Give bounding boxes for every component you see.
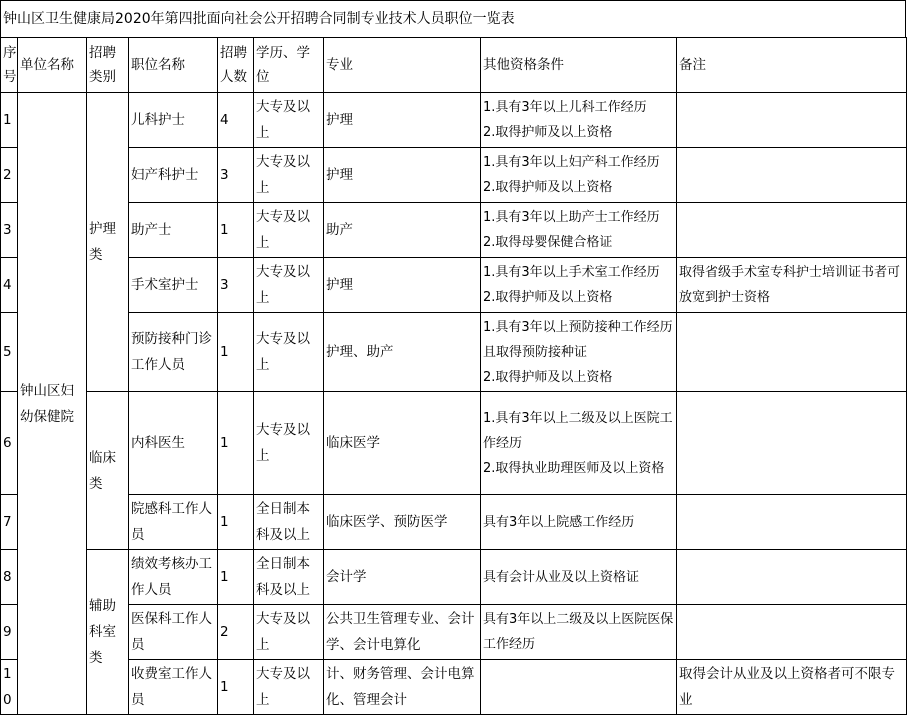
row-conditions: 具有3年以上二级及以上医院医保工作经历 xyxy=(481,605,677,660)
header-conditions: 其他资格条件 xyxy=(481,38,677,93)
table-row xyxy=(1,605,907,660)
row-position: 医保科工作人员 xyxy=(129,605,218,660)
header-major: 专业 xyxy=(324,38,481,93)
row-seq: 8 xyxy=(1,550,18,605)
row-education: 大专及以上 xyxy=(254,203,324,258)
row-conditions: 1.具有3年以上二级及以上医院工作经历 2.取得执业助理医师及以上资格 xyxy=(481,392,677,495)
row-conditions: 1.具有3年以上手术室工作经历 2.取得护师及以上资格 xyxy=(481,258,677,313)
row-education: 大专及以上 xyxy=(254,392,324,495)
row-remarks xyxy=(677,93,907,148)
row-education: 大专及以上 xyxy=(254,605,324,660)
row-position: 绩效考核办工作人员 xyxy=(129,550,218,605)
row-education: 大专及以上 xyxy=(254,93,324,148)
row-remarks: 取得省级手术室专科护士培训证书者可放宽到护士资格 xyxy=(677,258,907,313)
row-count: 4 xyxy=(218,93,254,148)
row-count: 3 xyxy=(218,148,254,203)
header-category: 招聘类别 xyxy=(87,38,129,93)
row-remarks xyxy=(677,313,907,392)
row-seq: 5 xyxy=(1,313,18,392)
row-conditions: 具有会计从业及以上资格证 xyxy=(481,550,677,605)
row-major: 助产 xyxy=(324,203,481,258)
header-count: 招聘人数 xyxy=(218,38,254,93)
header-remarks: 备注 xyxy=(677,38,907,93)
row-remarks xyxy=(677,495,907,550)
row-education: 全日制本科及以上 xyxy=(254,550,324,605)
header-position: 职位名称 xyxy=(129,38,218,93)
row-seq: 7 xyxy=(1,495,18,550)
row-major: 护理 xyxy=(324,258,481,313)
row-conditions: 具有3年以上院感工作经历 xyxy=(481,495,677,550)
row-conditions xyxy=(481,660,677,715)
header-education: 学历、学位 xyxy=(254,38,324,93)
row-seq: 10 xyxy=(1,660,18,715)
row-major: 计、财务管理、会计电算化、管理会计 xyxy=(324,660,481,715)
unit-name: 钟山区妇幼保健院 xyxy=(18,93,87,715)
row-position: 内科医生 xyxy=(129,392,218,495)
row-count: 1 xyxy=(218,313,254,392)
row-remarks xyxy=(677,203,907,258)
row-seq: 4 xyxy=(1,258,18,313)
row-education: 全日制本科及以上 xyxy=(254,495,324,550)
row-position: 院感科工作人员 xyxy=(129,495,218,550)
header-row xyxy=(1,38,907,93)
row-count: 1 xyxy=(218,495,254,550)
table-row xyxy=(1,550,907,605)
row-major: 护理、助产 xyxy=(324,313,481,392)
row-position: 妇产科护士 xyxy=(129,148,218,203)
row-major: 护理 xyxy=(324,93,481,148)
table-row xyxy=(1,313,907,392)
row-position: 预防接种门诊工作人员 xyxy=(129,313,218,392)
table-row xyxy=(1,495,907,550)
row-education: 大专及以上 xyxy=(254,148,324,203)
page-title: 钟山区卫生健康局2020年第四批面向社会公开招聘合同制专业技术人员职位一览表 xyxy=(0,0,906,37)
row-conditions: 1.具有3年以上妇产科工作经历 2.取得护师及以上资格 xyxy=(481,148,677,203)
row-position: 助产士 xyxy=(129,203,218,258)
row-count: 2 xyxy=(218,605,254,660)
row-major: 会计学 xyxy=(324,550,481,605)
row-education: 大专及以上 xyxy=(254,258,324,313)
category-nursing: 护理类 xyxy=(87,93,129,392)
row-conditions: 1.具有3年以上儿科工作经历 2.取得护师及以上资格 xyxy=(481,93,677,148)
category-auxiliary: 辅助科室类 xyxy=(87,550,129,715)
table-row xyxy=(1,392,907,495)
header-unit: 单位名称 xyxy=(18,38,87,93)
row-count: 1 xyxy=(218,550,254,605)
row-major: 临床医学 xyxy=(324,392,481,495)
positions-table xyxy=(0,37,907,715)
row-remarks: 取得会计从业及以上资格者可不限专业 xyxy=(677,660,907,715)
row-position: 手术室护士 xyxy=(129,258,218,313)
row-conditions: 1.具有3年以上预防接种工作经历且取得预防接种证 2.取得护师及以上资格 xyxy=(481,313,677,392)
row-remarks xyxy=(677,148,907,203)
table-row xyxy=(1,258,907,313)
row-position: 儿科护士 xyxy=(129,93,218,148)
row-count: 1 xyxy=(218,203,254,258)
row-major: 临床医学、预防医学 xyxy=(324,495,481,550)
row-remarks xyxy=(677,392,907,495)
row-seq: 1 xyxy=(1,93,18,148)
table-row xyxy=(1,203,907,258)
row-major: 公共卫生管理专业、会计学、会计电算化 xyxy=(324,605,481,660)
header-seq: 序号 xyxy=(1,38,18,93)
row-conditions: 1.具有3年以上助产士工作经历 2.取得母婴保健合格证 xyxy=(481,203,677,258)
row-seq: 6 xyxy=(1,392,18,495)
row-position: 收费室工作人员 xyxy=(129,660,218,715)
row-remarks xyxy=(677,550,907,605)
row-seq: 3 xyxy=(1,203,18,258)
row-seq: 2 xyxy=(1,148,18,203)
row-count: 1 xyxy=(218,392,254,495)
row-count: 3 xyxy=(218,258,254,313)
table-row xyxy=(1,93,907,148)
row-count: 1 xyxy=(218,660,254,715)
category-clinical: 临床类 xyxy=(87,392,129,550)
row-major: 护理 xyxy=(324,148,481,203)
table-row xyxy=(1,660,907,715)
row-education: 大专及以上 xyxy=(254,660,324,715)
table-row xyxy=(1,148,907,203)
row-remarks xyxy=(677,605,907,660)
row-seq: 9 xyxy=(1,605,18,660)
row-education: 大专及以上 xyxy=(254,313,324,392)
